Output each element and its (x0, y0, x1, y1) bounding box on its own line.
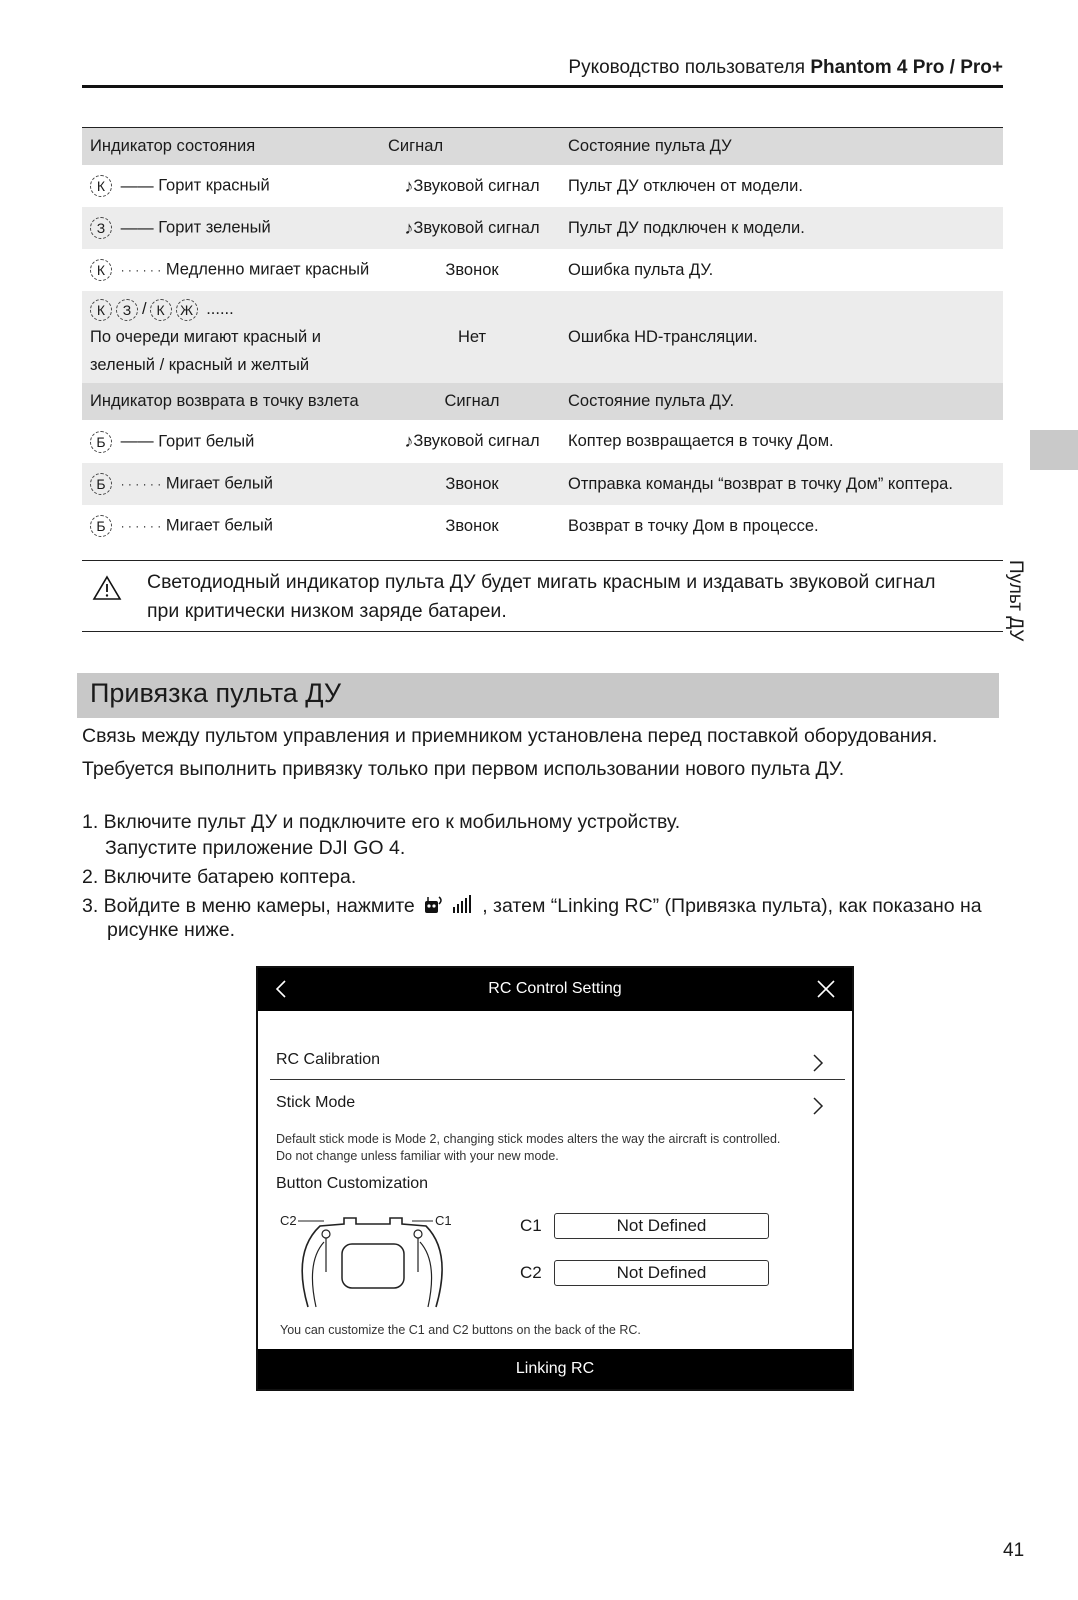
indicator-cell (82, 420, 388, 463)
slash: / (142, 300, 147, 318)
signal-text: Звуковой сигнал (413, 176, 540, 195)
pattern-dotted: · · · · · · (120, 519, 162, 533)
header-cell: Индикатор возврата в точку взлета (82, 383, 388, 420)
indicator-cell (82, 207, 388, 249)
state-cell: Возврат в точку Дом в процессе. (556, 505, 1003, 547)
state-cell: Коптер возвращается в точку Дом. (556, 420, 1003, 463)
indicator-label: Мигает белый (165, 474, 274, 493)
section-title: Привязка пульта ДУ (90, 678, 342, 708)
indicator-table (82, 128, 1003, 547)
divider (270, 1079, 845, 1080)
c1-dropdown[interactable]: Not Defined (554, 1213, 769, 1239)
indicator-label: зеленый / красный и желтый (90, 356, 310, 374)
indicator-cell (82, 291, 388, 383)
paragraph: Связь между пультом управления и приемником установлена перед поставкой оборудования. (82, 725, 938, 747)
warning-text (147, 568, 1007, 626)
signal-text: Звуковой сигнал (413, 218, 540, 237)
led-icon: Б (90, 431, 112, 453)
led-icon: З (90, 217, 112, 239)
linking-rc-button[interactable]: Linking RC (258, 1349, 852, 1389)
header-product: Phantom 4 Pro / Pro+ (810, 57, 1003, 78)
led-icon: З (116, 299, 138, 321)
pattern-solid: —— (120, 218, 154, 237)
customize-footnote: You can customize the C1 and C2 buttons on the back of the RC. (280, 1323, 641, 1337)
c2-dropdown[interactable]: Not Defined (554, 1260, 769, 1286)
rc-control-setting-panel (256, 966, 854, 1391)
indicator-label: Мигает белый (165, 516, 274, 535)
led-icon: Ж (176, 299, 198, 321)
music-note-icon: ♪ (404, 175, 414, 196)
side-tab (1030, 430, 1078, 470)
signal-cell (388, 420, 556, 463)
led-icon: К (150, 299, 172, 321)
diagram-c2-label: C2 (280, 1213, 297, 1228)
music-note-icon: ♪ (404, 431, 414, 451)
signal-text: Звуковой сигнал (413, 431, 540, 450)
pattern-dotted: ...... (206, 300, 234, 318)
warning-line: при критически низком заряде батареи. (147, 600, 507, 622)
indicator-cell (82, 165, 388, 207)
rc-panel-title: RC Control Setting (488, 980, 622, 997)
step-2: 2. Включите батарею коптера. (82, 866, 357, 888)
controller-back-diagram (280, 1212, 470, 1312)
indicator-label: По очереди мигают красный и (90, 328, 321, 346)
header-prefix: Руководство пользователя (568, 57, 811, 78)
c1-label: C1 (520, 1216, 542, 1235)
indicator-label: Горит красный (158, 176, 270, 195)
close-icon[interactable] (816, 979, 836, 999)
header-cell: Индикатор состояния (82, 128, 388, 165)
led-group (90, 295, 380, 323)
header-cell: Состояние пульта ДУ. (556, 383, 1003, 420)
header-rule (82, 85, 1003, 88)
state-cell: Пульт ДУ отключен от модели. (556, 165, 1003, 207)
chevron-right-icon[interactable] (812, 1053, 824, 1073)
stick-note-line: Do not change unless familiar with your new mode. (276, 1149, 559, 1163)
pattern-dotted: · · · · · · (120, 263, 162, 277)
led-icon: К (90, 299, 112, 321)
table-row (82, 165, 1003, 207)
chevron-right-icon[interactable] (812, 1096, 824, 1116)
stick-mode-item[interactable]: Stick Mode (276, 1094, 356, 1111)
table-row (82, 463, 1003, 505)
stick-mode-note (276, 1131, 780, 1165)
header-cell: Состояние пульта ДУ (556, 128, 1003, 165)
rc-calibration-item[interactable]: RC Calibration (276, 1051, 381, 1068)
indicator-label: Горит зеленый (158, 218, 271, 237)
signal-cell: Звонок (388, 463, 556, 505)
state-cell: Ошибка HD-трансляции. (556, 291, 1003, 383)
step-1: 1. Включите пульт ДУ и подключите его к мобильному устройству. (82, 811, 681, 833)
led-icon: Б (90, 515, 112, 537)
state-cell: Пульт ДУ подключен к модели. (556, 207, 1003, 249)
step-3-cont: рисунке ниже. (107, 919, 235, 941)
step-3-text: 3. Войдите в меню камеры, нажмите (82, 895, 415, 917)
table-row (82, 420, 1003, 463)
page-number: 41 (1003, 1540, 1025, 1561)
signal-cell: Нет (388, 291, 556, 383)
header-cell: Сигнал (388, 128, 556, 165)
indicator-label: Медленно мигает красный (165, 260, 370, 279)
step-3 (82, 893, 1003, 918)
pattern-solid: —— (120, 176, 154, 195)
indicator-cell (82, 249, 388, 291)
step-3-text: , затем “Linking RC” (Привязка пульта), как показано на (482, 895, 982, 917)
side-label: Пульт ДУ (1005, 560, 1026, 642)
c2-label: C2 (520, 1263, 542, 1282)
music-note-icon: ♪ (404, 217, 414, 238)
table-header-row (82, 128, 1003, 165)
led-icon: Б (90, 473, 112, 495)
warning-line: Светодиодный индикатор пульта ДУ будет мигать красным и издавать звуковой сигнал (147, 571, 936, 593)
indicator-cell (82, 505, 388, 547)
signal-cell: Звонок (388, 505, 556, 547)
table-bottom-border (82, 560, 1003, 561)
table-row (82, 505, 1003, 547)
table-row (82, 291, 1003, 383)
warning-rule (82, 631, 1003, 632)
stick-note-line: Default stick mode is Mode 2, changing stick modes alters the way the aircraft is controlled. (276, 1132, 781, 1146)
table-header-row (82, 383, 1003, 420)
signal-cell: Звонок (388, 249, 556, 291)
rc-settings-icon (422, 893, 480, 915)
signal-cell (388, 207, 556, 249)
indicator-cell (82, 463, 388, 505)
button-customization-label: Button Customization (276, 1175, 429, 1192)
rc-panel-header (258, 968, 852, 1011)
paragraph: Требуется выполнить привязку только при первом использовании нового пульта ДУ. (82, 758, 845, 780)
header-cell: Сигнал (388, 383, 556, 420)
state-cell: Ошибка пульта ДУ. (556, 249, 1003, 291)
pattern-solid: —— (120, 432, 154, 450)
signal-cell (388, 165, 556, 207)
indicator-label: Горит белый (158, 431, 255, 450)
led-icon: К (90, 175, 112, 197)
table-row (82, 249, 1003, 291)
table-row (82, 207, 1003, 249)
diagram-c1-label: C1 (435, 1213, 452, 1228)
warning-icon (92, 575, 122, 601)
step-1-cont: Запустите приложение DJI GO 4. (105, 837, 406, 859)
pattern-dotted: · · · · · · (120, 477, 162, 491)
led-icon: К (90, 259, 112, 281)
state-cell: Отправка команды “возврат в точку Дом” коптера. (556, 463, 1003, 505)
page-header (568, 57, 1003, 79)
